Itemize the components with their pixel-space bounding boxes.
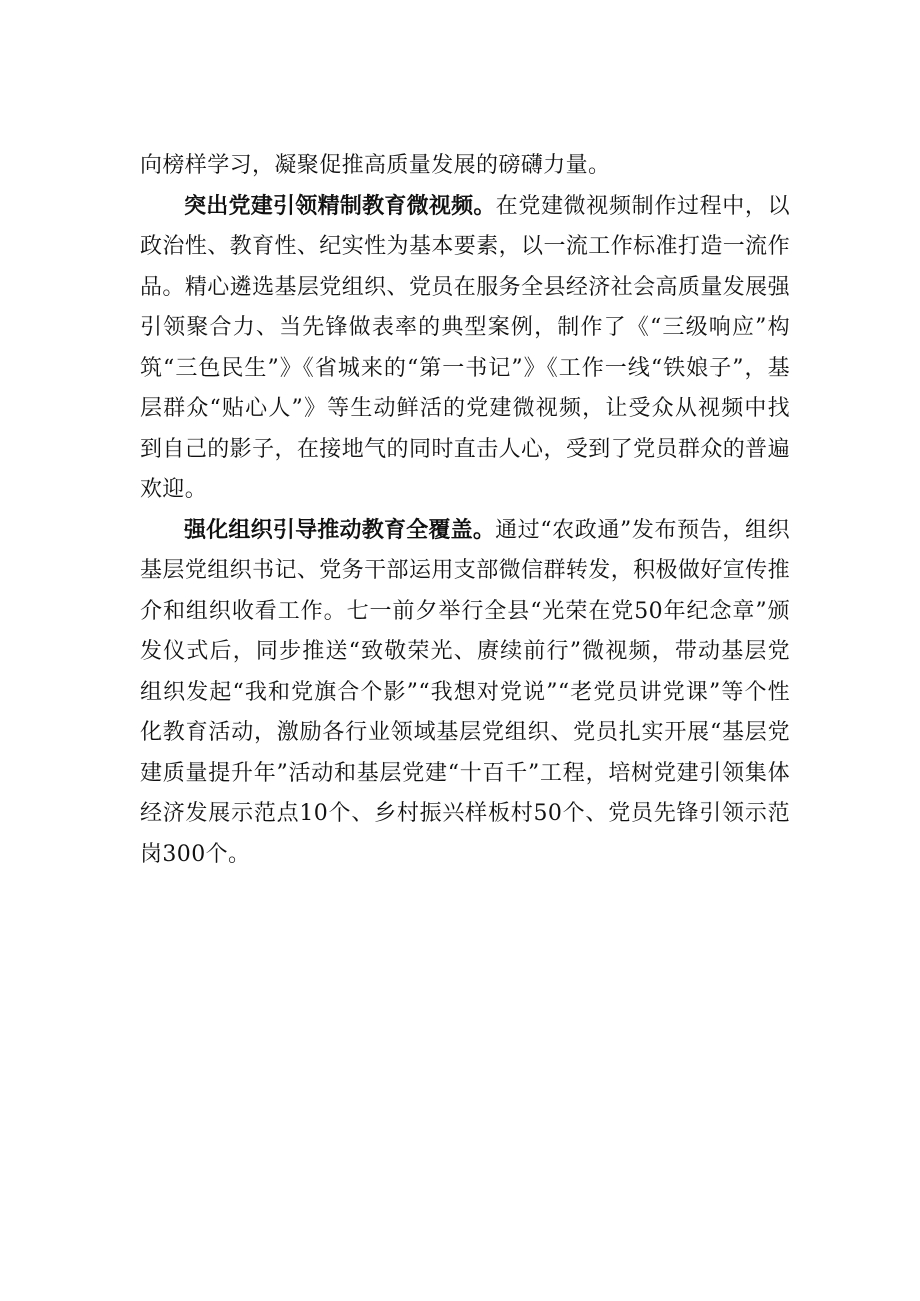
paragraph-2-heading: 突出党建引领精制教育微视频。 — [184, 193, 496, 219]
paragraph-1 — [140, 146, 790, 187]
paragraph-1-text: 向榜样学习，凝聚促推高质量发展的磅礴力量。 — [140, 153, 611, 178]
paragraph-3-text: 通过“农政通”发布预告，组织基层党组织书记、党务干部运用支部微信群转发，积极做好宣传推介和组织收看工作。七一前夕举行全县“光荣在党50年纪念章”颁发仪式后，同步推送“致敬荣光、赓续前行”微视频，带动基层党组织发起“我和党旗合个影”“我想对党说”“老党员讲党课”等个性化教育活动，激励各行业领域基层党组织、党员扎实开展“基层党建质量提升年”活动和基层党建“十百千”工程，培树党建引领集体经济发展示范点10个、乡村振兴样板村50个、党员先锋引领示范岗300个。 — [140, 517, 790, 867]
paragraph-2-text: 在党建微视频制作过程中，以政治性、教育性、纪实性为基本要素，以一流工作标准打造一流作品。精心遴选基层党组织、党员在服务全县经济社会高质量发展强引领聚合力、当先锋做表率的典型案例，制作了《“三级响应”构筑“三色民生”》《省城来的“第一书记”》《工作一线“铁娘子”，基层群众“贴心人”》等生动鲜活的党建微视频，让受众从视频中找到自己的影子，在接地气的同时直击人心，受到了党员群众的普遍欢迎。 — [140, 193, 790, 502]
paragraph-3 — [140, 511, 790, 876]
paragraph-2 — [140, 187, 790, 511]
document-body — [140, 146, 790, 875]
paragraph-3-heading: 强化组织引导推动教育全覆盖。 — [184, 517, 496, 543]
